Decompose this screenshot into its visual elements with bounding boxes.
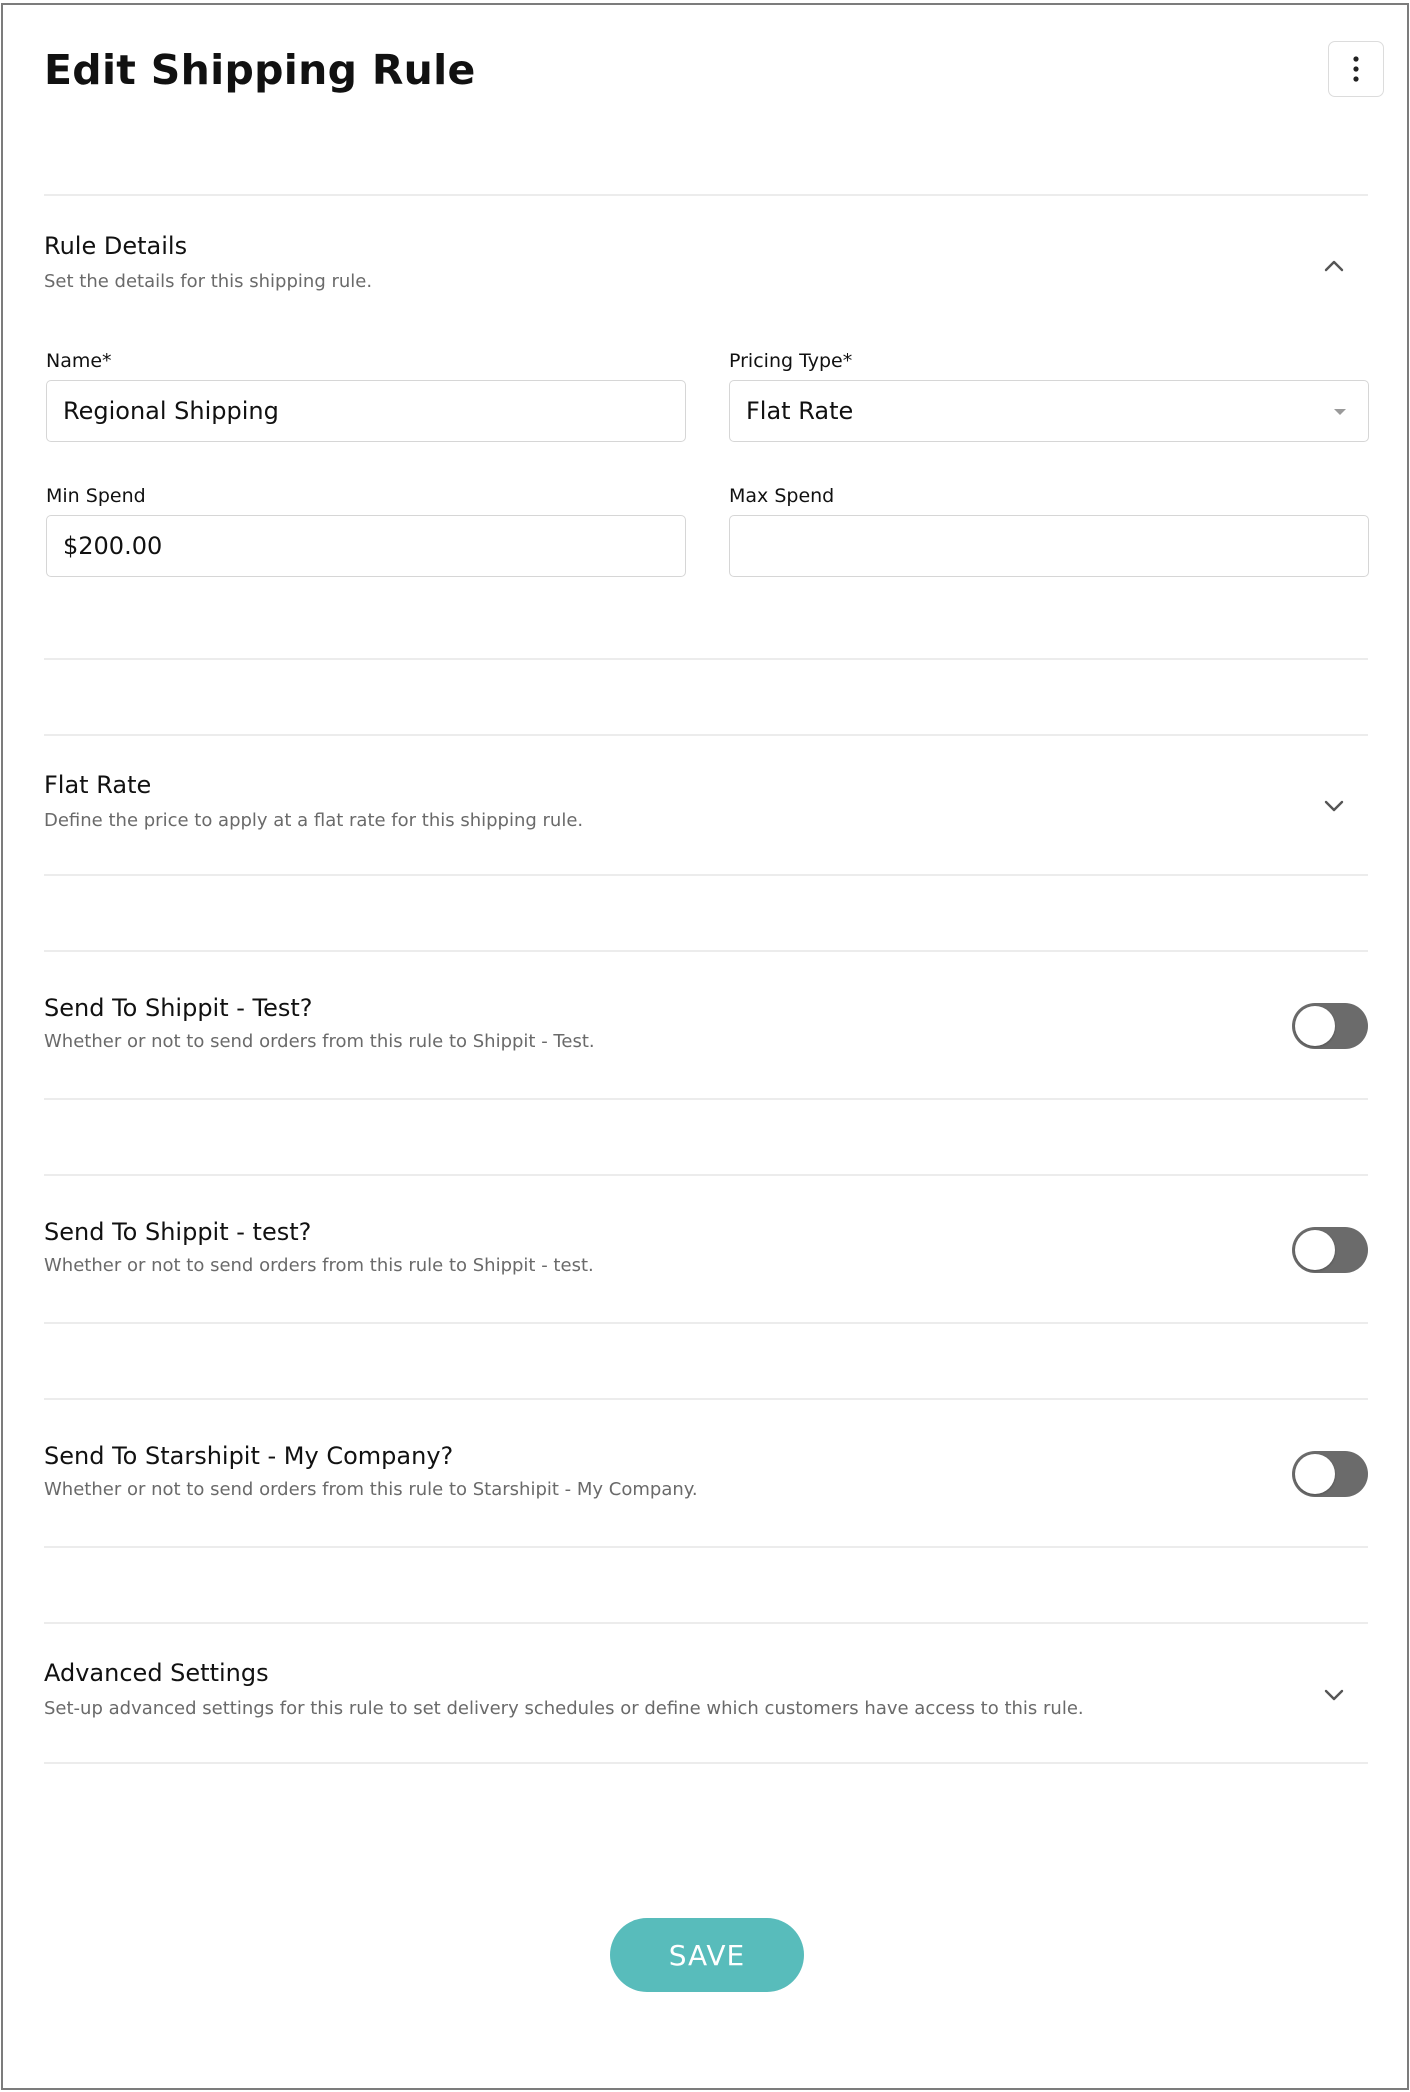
send-to-shippit-test-lower-title: Send To Shippit - test? (44, 1218, 312, 1246)
send-to-starshipit-toggle[interactable] (1292, 1451, 1368, 1497)
min-spend-input[interactable] (46, 515, 686, 577)
pricing-type-label: Pricing Type* (729, 350, 853, 372)
send-to-shippit-test-lower-toggle[interactable] (1292, 1227, 1368, 1273)
send-to-shippit-test-lower-description: Whether or not to send orders from this rule to Shippit - test. (44, 1255, 594, 1276)
send-to-starshipit-description: Whether or not to send orders from this rule to Starshipit - My Company. (44, 1479, 698, 1500)
toggle-knob (1295, 1006, 1335, 1046)
page-title: Edit Shipping Rule (44, 46, 476, 94)
section-divider (44, 1098, 1368, 1100)
section-divider (44, 1398, 1368, 1400)
advanced-settings-expand-toggle[interactable] (1320, 1681, 1348, 1709)
more-vertical-icon (1352, 56, 1360, 82)
caret-down-icon (1334, 409, 1346, 415)
pricing-type-select[interactable] (729, 380, 1369, 442)
flat-rate-description: Define the price to apply at a flat rate for this shipping rule. (44, 810, 584, 831)
section-divider (44, 1622, 1368, 1624)
toggle-knob (1295, 1454, 1335, 1494)
min-spend-label: Min Spend (46, 485, 146, 507)
section-divider (44, 1762, 1368, 1764)
section-divider (44, 874, 1368, 876)
section-divider (44, 1174, 1368, 1176)
name-label: Name* (46, 350, 112, 372)
send-to-shippit-test-title: Send To Shippit - Test? (44, 994, 313, 1022)
max-spend-input[interactable] (729, 515, 1369, 577)
flat-rate-title: Flat Rate (44, 771, 152, 799)
section-divider (44, 194, 1368, 196)
chevron-up-icon (1324, 260, 1344, 272)
advanced-settings-description: Set-up advanced settings for this rule to set delivery schedules or define which customers have access to this rule. (44, 1698, 1084, 1719)
pricing-type-value: Flat Rate (746, 397, 854, 425)
name-input[interactable] (46, 380, 686, 442)
send-to-shippit-test-description: Whether or not to send orders from this rule to Shippit - Test. (44, 1031, 595, 1052)
send-to-starshipit-title: Send To Starshipit - My Company? (44, 1442, 454, 1470)
chevron-down-icon (1324, 800, 1344, 812)
send-to-shippit-test-toggle[interactable] (1292, 1003, 1368, 1049)
chevron-down-icon (1324, 1689, 1344, 1701)
max-spend-label: Max Spend (729, 485, 835, 507)
toggle-knob (1295, 1230, 1335, 1270)
section-divider (44, 658, 1368, 660)
rule-details-collapse-toggle[interactable] (1320, 252, 1348, 280)
save-button[interactable]: SAVE (610, 1918, 804, 1992)
rule-details-description: Set the details for this shipping rule. (44, 271, 373, 292)
section-divider (44, 950, 1368, 952)
flat-rate-expand-toggle[interactable] (1320, 792, 1348, 820)
section-divider (44, 734, 1368, 736)
section-divider (44, 1322, 1368, 1324)
section-divider (44, 1546, 1368, 1548)
advanced-settings-title: Advanced Settings (44, 1659, 269, 1687)
rule-details-title: Rule Details (44, 232, 188, 260)
more-options-button[interactable] (1328, 41, 1384, 97)
